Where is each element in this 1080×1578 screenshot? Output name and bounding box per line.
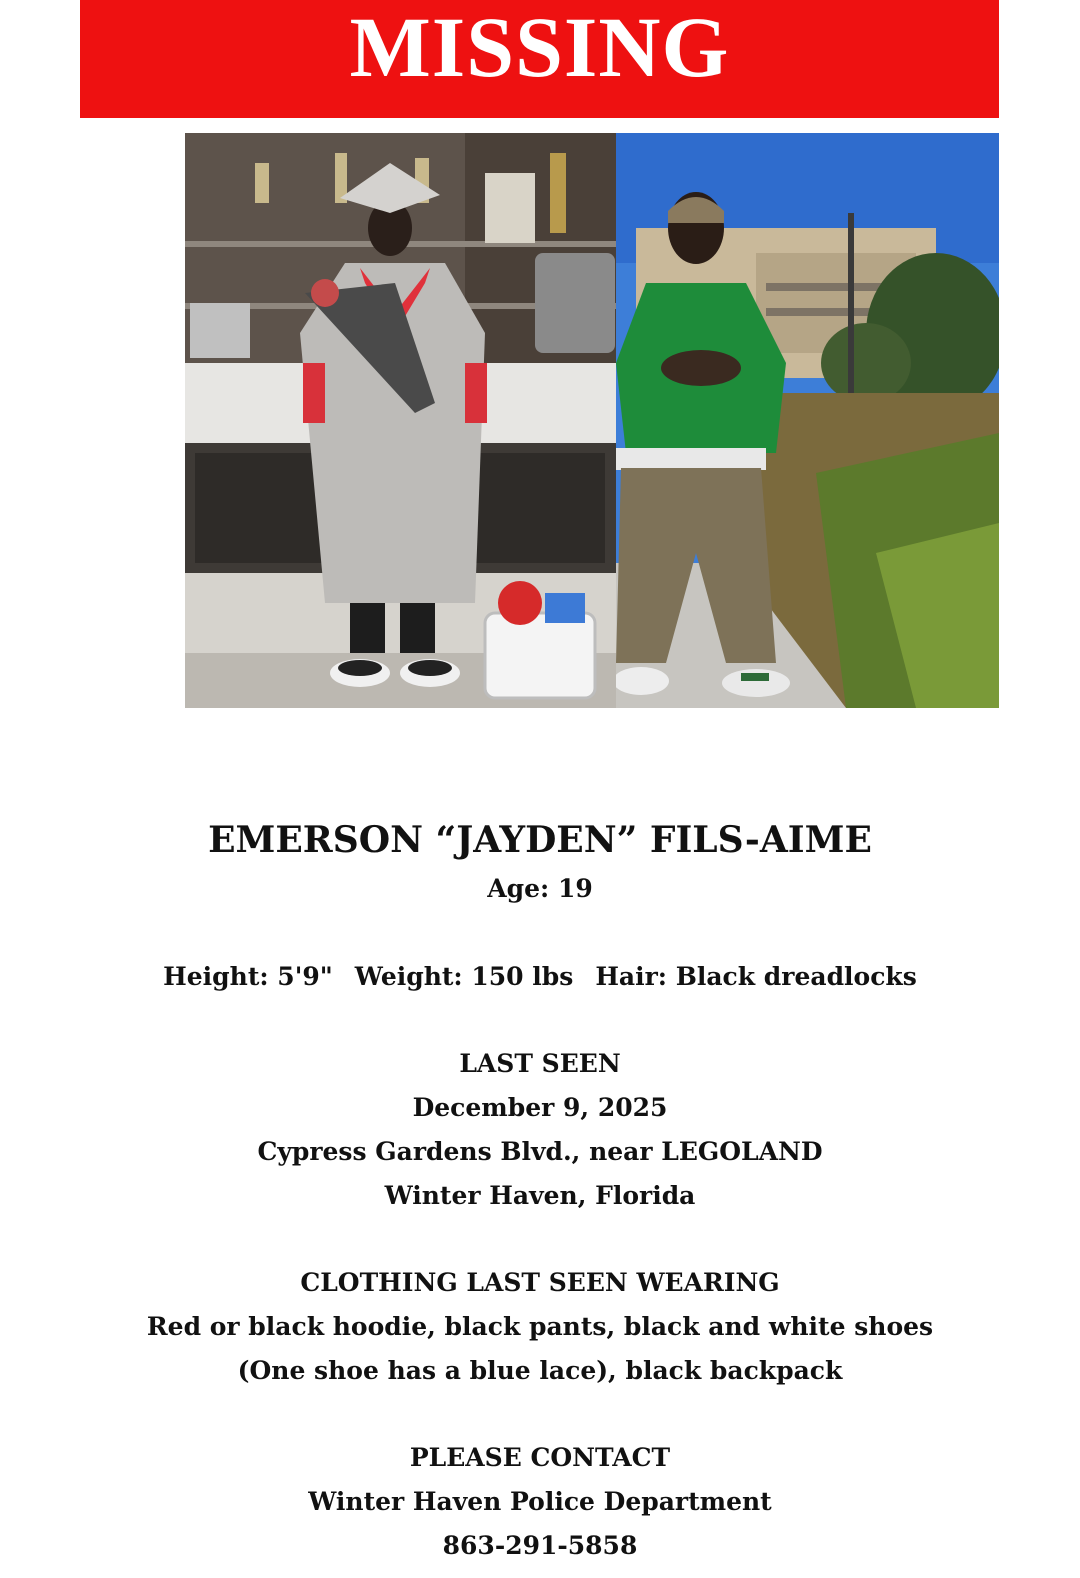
clothing-line-2: (One shoe has a blue lace), black backpack	[237, 1356, 843, 1385]
last-seen-date: December 9, 2025	[412, 1093, 668, 1122]
last-seen-city: Winter Haven, Florida	[384, 1181, 696, 1210]
green-sweater-photo	[616, 133, 999, 708]
person-hair: Hair: Black dreadlocks	[595, 962, 917, 991]
person-age: Age: 19	[487, 874, 593, 903]
contact-heading: PLEASE CONTACT	[409, 1443, 671, 1472]
clothing-heading: CLOTHING LAST SEEN WEARING	[300, 1268, 780, 1297]
last-seen-heading: LAST SEEN	[459, 1049, 621, 1078]
person-height: Height: 5'9"	[163, 962, 333, 991]
contact-organization: Winter Haven Police Department	[308, 1487, 772, 1516]
missing-banner	[80, 0, 999, 118]
person-stats	[0, 960, 1080, 994]
photo-area	[185, 133, 999, 708]
banner-title: MISSING	[349, 0, 730, 95]
graduation-photo	[185, 133, 616, 708]
person-weight: Weight: 150 lbs	[354, 962, 574, 991]
clothing-line-1: Red or black hoodie, black pants, black and white shoes	[146, 1312, 934, 1341]
person-name: EMERSON “JAYDEN” FILS-AIME	[208, 819, 872, 861]
contact-phone: 863-291-5858	[442, 1531, 638, 1560]
last-seen-place: Cypress Gardens Blvd., near LEGOLAND	[257, 1137, 823, 1166]
